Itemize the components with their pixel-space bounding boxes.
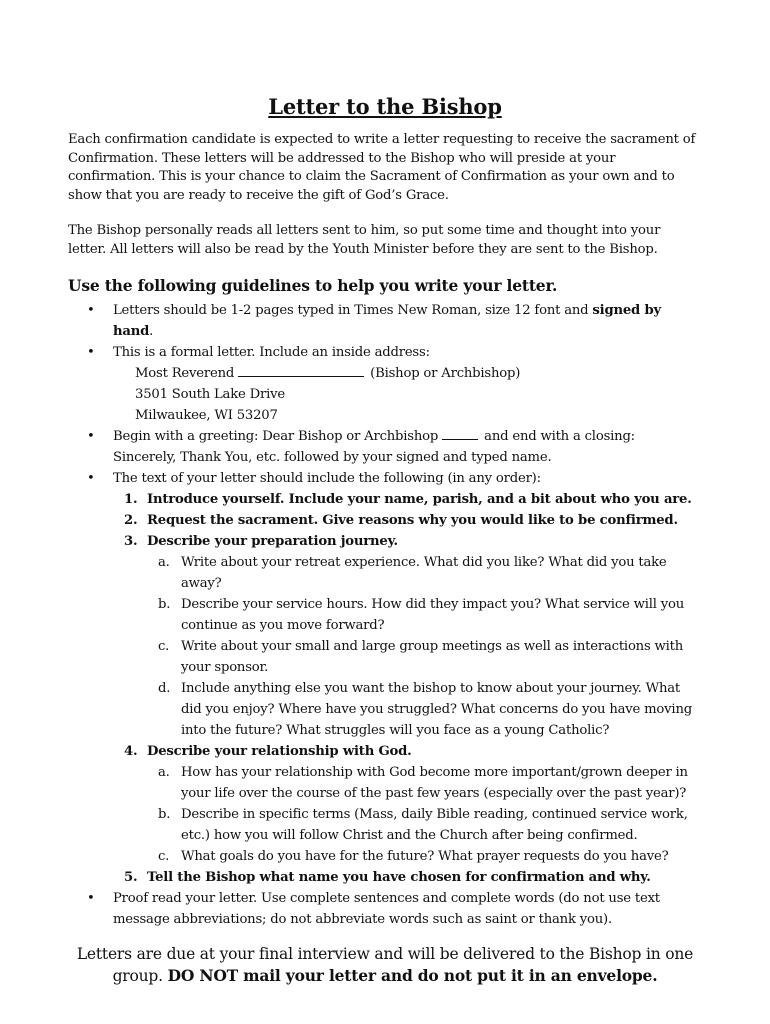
address-note: (Bishop or Archbishop): [370, 366, 521, 381]
guideline-contents: [68, 468, 702, 888]
contents-item-1: [113, 489, 702, 510]
guidelines-heading: Use the following guidelines to help you write your letter.: [68, 276, 558, 295]
contents-list: [113, 489, 702, 888]
sublist-item: [147, 804, 702, 846]
sublist-letter: a.: [158, 765, 170, 780]
sublist-letter: b.: [158, 807, 171, 822]
contents-item-number: 4.: [124, 744, 138, 759]
sublist-text: Write about your retreat experience. What did you like? What did you take away?: [181, 555, 667, 591]
contents-item-2: [113, 510, 702, 531]
guideline-format-text: Letters should be 1-2 pages typed in Times New Roman, size 12 font and: [113, 303, 593, 318]
sublist-item: [147, 846, 702, 867]
address-line-3: Milwaukee, WI 53207: [135, 408, 278, 423]
contents-item-4: [113, 741, 702, 867]
relationship-sublist: [147, 762, 702, 867]
sublist-item: [147, 762, 702, 804]
sublist-letter: a.: [158, 555, 170, 570]
contents-item-5: [113, 867, 702, 888]
guideline-contents-text: • The text of your letter should include the following (in any order):: [113, 471, 541, 486]
sublist-item: [147, 678, 702, 741]
guideline-address-text: • This is a formal letter. Include an inside address:: [113, 345, 430, 360]
sublist-letter: c.: [158, 639, 170, 654]
address-line-1: [113, 363, 702, 384]
guideline-proofread: • Proof read your letter. Use complete sentences and complete words (do not use text message abbreviations; do not abbreviate words such as saint or thank you).: [68, 888, 702, 930]
contents-item-number: 2.: [124, 513, 138, 528]
sublist-text: Describe your service hours. How did they impact you? What service will you continue as you move forward?: [181, 597, 685, 633]
contents-item-number: 5.: [124, 870, 138, 885]
sublist-text: How has your relationship with God become more important/grown deeper in your life over the course of the past few years (especially over the past year)?: [181, 765, 688, 801]
intro-paragraph-2: The Bishop personally reads all letters sent to him, so put some time and thought into your letter. All letters will also be read by the Youth Minister before they are sent to the Bishop.: [68, 223, 661, 257]
guidelines-list: [68, 300, 702, 930]
guideline-format-bold: signed by hand: [113, 303, 661, 339]
sublist-text: Include anything else you want the bishop to know about your journey. What did you enjoy? Where have you struggled? What concerns do you have moving into the future? What struggles will you face as a young Catholic?: [181, 681, 692, 738]
footer-note: [68, 944, 702, 987]
contents-item-label: Tell the Bishop what name you have chosen for confirmation and why.: [147, 870, 651, 885]
sublist-item: [147, 594, 702, 636]
sublist-text: What goals do you have for the future? What prayer requests do you have?: [181, 849, 669, 864]
sublist-letter: b.: [158, 597, 171, 612]
contents-item-number: 1.: [124, 492, 138, 507]
journey-sublist: [147, 552, 702, 741]
address-name-blank: [238, 375, 364, 377]
guideline-address: [68, 342, 702, 426]
contents-item-label: Describe your relationship with God.: [147, 744, 412, 759]
contents-item-label: Describe your preparation journey.: [147, 534, 398, 549]
guideline-format-end: .: [149, 324, 154, 339]
address-line-2: 3501 South Lake Drive: [135, 387, 285, 402]
footer-warning: DO NOT mail your letter and do not put it in an envelope.: [167, 966, 658, 985]
page-title: Letter to the Bishop: [268, 94, 502, 119]
sublist-item: [147, 636, 702, 678]
guideline-greeting: [68, 426, 702, 468]
greeting-text-2: and end with a closing: Sincerely, Thank You, etc. followed by your signed and typed name.: [113, 429, 635, 465]
greeting-blank: [442, 438, 478, 440]
contents-item-number: 3.: [124, 534, 138, 549]
address-name: Most Reverend: [135, 366, 235, 381]
sublist-letter: d.: [158, 681, 171, 696]
sublist-text: Write about your small and large group meetings as well as interactions with your sponsor.: [181, 639, 684, 675]
sublist-item: [147, 552, 702, 594]
greeting-text-1: Begin with a greeting: Dear Bishop or Archbishop: [113, 429, 439, 444]
contents-item-label: Request the sacrament. Give reasons why you would like to be confirmed.: [147, 513, 678, 528]
contents-item-3: [113, 531, 702, 741]
intro-paragraph-1: Each confirmation candidate is expected to write a letter requesting to receive the sacrament of Confirmation. These letters will be addressed to the Bishop who will preside at your confirmation. This is your chance to claim the Sacrament of Confirmation as your own and to show that you are ready to receive the gift of God’s Grace.: [68, 132, 696, 203]
sublist-text: Describe in specific terms (Mass, daily Bible reading, continued service work, etc.) how you will follow Christ and the Church after being confirmed.: [181, 807, 688, 843]
contents-item-label: Introduce yourself. Include your name, parish, and a bit about who you are.: [147, 492, 692, 507]
guideline-format: [68, 300, 702, 342]
footer-text: Letters are due at your final interview and will be delivered to the Bishop in one group.: [76, 945, 694, 985]
sublist-letter: c.: [158, 849, 170, 864]
